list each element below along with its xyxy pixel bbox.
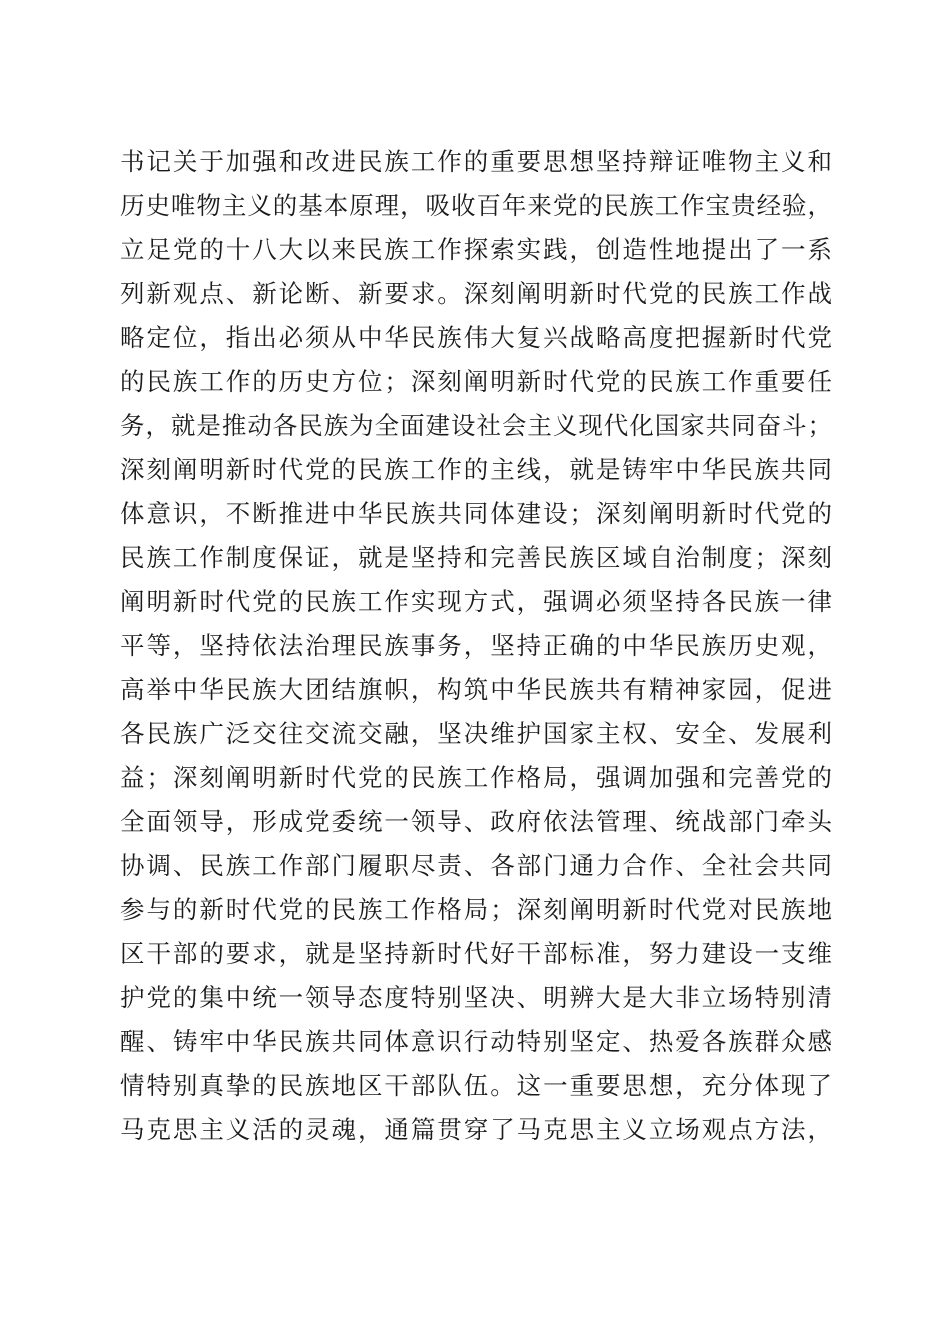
text-line: 各民族广泛交往交流交融，坚决维护国家主权、安全、发展利 — [120, 719, 832, 748]
text-line: 高举中华民族大团结旗帜，构筑中华民族共有精神家园，促进 — [120, 675, 832, 704]
text-line: 阐明新时代党的民族工作实现方式，强调必须坚持各民族一律 — [120, 587, 832, 616]
text-line: 情特别真挚的民族地区干部队伍。这一重要思想，充分体现了 — [120, 1071, 832, 1100]
text-line: 平等，坚持依法治理民族事务，坚持正确的中华民族历史观， — [120, 631, 832, 660]
body-text — [120, 140, 832, 1152]
text-line: 深刻阐明新时代党的民族工作的主线，就是铸牢中华民族共同 — [120, 455, 832, 484]
text-line: 民族工作制度保证，就是坚持和完善民族区域自治制度；深刻 — [120, 543, 832, 572]
text-line: 护党的集中统一领导态度特别坚决、明辨大是大非立场特别清 — [120, 983, 832, 1012]
text-line: 协调、民族工作部门履职尽责、各部门通力合作、全社会共同 — [120, 851, 832, 880]
text-line: 的民族工作的历史方位；深刻阐明新时代党的民族工作重要任 — [120, 367, 832, 396]
text-line: 全面领导，形成党委统一领导、政府依法管理、统战部门牵头 — [120, 807, 832, 836]
text-line: 务，就是推动各民族为全面建设社会主义现代化国家共同奋斗； — [120, 411, 832, 440]
text-line: 醒、铸牢中华民族共同体意识行动特别坚定、热爱各族群众感 — [120, 1027, 832, 1056]
text-line: 略定位，指出必须从中华民族伟大复兴战略高度把握新时代党 — [120, 323, 832, 352]
text-line: 立足党的十八大以来民族工作探索实践，创造性地提出了一系 — [120, 235, 832, 264]
text-line: 体意识，不断推进中华民族共同体建设；深刻阐明新时代党的 — [120, 499, 832, 528]
text-line: 马克思主义活的灵魂，通篇贯穿了马克思主义立场观点方法， — [120, 1115, 832, 1144]
text-line: 益；深刻阐明新时代党的民族工作格局，强调加强和完善党的 — [120, 763, 832, 792]
text-line: 参与的新时代党的民族工作格局；深刻阐明新时代党对民族地 — [120, 895, 832, 924]
text-line: 历史唯物主义的基本原理，吸收百年来党的民族工作宝贵经验， — [120, 191, 832, 220]
text-line: 列新观点、新论断、新要求。深刻阐明新时代党的民族工作战 — [120, 279, 832, 308]
text-line: 书记关于加强和改进民族工作的重要思想坚持辩证唯物主义和 — [120, 147, 832, 176]
text-line: 区干部的要求，就是坚持新时代好干部标准，努力建设一支维 — [120, 939, 832, 968]
